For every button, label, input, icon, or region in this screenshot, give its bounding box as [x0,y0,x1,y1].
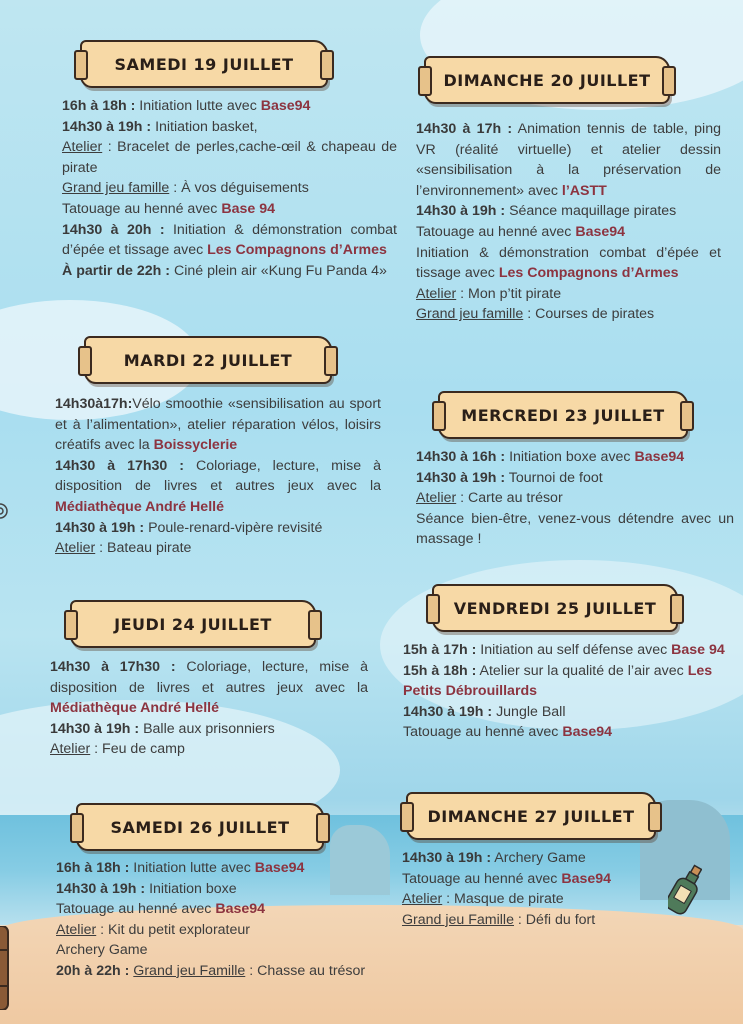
time-label: 15h à 18h : [403,662,477,679]
barrel-icon [0,926,10,1010]
day-title: MERCREDI 23 JUILLET [461,405,665,425]
time-label: 14h30 à 17h30 : [55,457,185,474]
day-title: SAMEDI 19 JUILLET [114,54,294,74]
atelier-label: Atelier [56,921,97,938]
organizer: Base94 [634,449,685,465]
atelier-label: Atelier [50,741,91,758]
day-title: DIMANCHE 27 JUILLET [427,806,635,826]
organizer: Les Petits Débrouillards [403,662,713,700]
organizer: Base 94 [671,642,725,658]
day-banner-vendredi-25 [432,584,678,632]
time-label: 14h30 à 19h : [416,203,506,220]
atelier-label: Atelier [55,540,96,557]
organizer: Base94 [254,860,305,876]
day-title: JEUDI 24 JUILLET [114,614,272,634]
grand-jeu-label: Grand jeu Famille [133,962,246,979]
day-banner-dimanche-27 [406,792,656,840]
day-banner-samedi-19 [80,40,328,88]
message-bottle-icon [668,862,702,918]
time-label: 14h30 à 20h : [62,221,165,238]
day-title: DIMANCHE 20 JUILLET [443,70,651,90]
organizer: Base94 [575,223,626,240]
organizer: l’ASTT [561,182,607,199]
day-banner-mardi-22 [84,336,332,384]
day-program-samedi-19: 16h à 18h : Initiation lutte avec Base94 14h30 à 19h : Initiation basket, Atelier : Bracelet de perles,cache-œil & chapeau de pirate Grand jeu famille : À vos déguisements Tatouage au henné avec Base 94 14h30 à 20h : Initiation & démonstration combat d’épée et tissage avec Les Compagnons d’Armes À partir de 22h : Ciné plein air «Kung Fu Panda 4» [62,98,397,279]
day-program-samedi-26: 16h à 18h : Initiation lutte avec Base94 14h30 à 19h : Initiation boxe Tatouage au henné avec Base94 Atelier : Kit du petit explorateur Archery Game 20h à 22h : Grand jeu Famille : Chasse au trésor [56,860,366,979]
day-title: MARDI 22 JUILLET [123,350,293,370]
atelier-label: Atelier [62,139,103,156]
time-label: 14h30à17h: [55,396,133,412]
organizer: Base 94 [221,200,275,217]
time-label: 20h à 22h : [56,962,130,979]
day-banner-mercredi-23 [438,391,688,439]
time-label: 16h à 18h : [56,860,130,876]
time-label: À partir de 22h : [62,262,171,279]
time-label: 15h à 17h : [403,642,477,658]
day-title: SAMEDI 26 JUILLET [110,817,290,837]
day-program-mercredi-23: 14h30 à 16h : Initiation boxe avec Base94 14h30 à 19h : Tournoi de foot Atelier : Carte au trésor Séance bien-être, venez-vous détendre avec un massage ! [416,449,734,548]
day-program-jeudi-24: 14h30 à 17h30 : Coloriage, lecture, mise à disposition de livres et autres jeux avec la Médiathèque André Hellé 14h30 à 19h : Balle aux prisonniers Atelier : Feu de camp [50,659,368,758]
organizer: Boissyclerie [153,437,238,454]
day-banner-jeudi-24 [70,600,316,648]
time-label: 14h30 à 16h : [416,449,506,465]
time-label: 14h30 à 17h30 : [50,659,176,675]
time-label: 16h à 18h : [62,98,136,114]
atelier-label: Atelier [416,285,457,302]
organizer: Base94 [260,98,311,114]
time-label: 14h30 à 19h : [416,469,506,486]
atelier-label: Atelier [402,891,443,908]
organizer: Les Compagnons d’Armes [207,242,387,259]
grand-jeu-label: Grand jeu famille [416,306,524,323]
target-icon [0,500,10,522]
day-program-mardi-22: 14h30à17h:Vélo smoothie «sensibilisation au sport et à l’alimentation», atelier réparation vélos, loisirs créatifs avec la Boissyclerie 14h30 à 17h30 : Coloriage, lecture, mise à disposition de livres et autres jeux avec la Médiathèque André Hellé 14h30 à 19h : Poule-renard-vipère revisité Atelier : Bateau pirate [55,396,381,557]
organizer: Base94 [561,870,612,887]
atelier-label: Atelier [416,490,457,507]
day-program-dimanche-20: 14h30 à 17h : Animation tennis de table, ping VR (réalité virtuelle) et atelier dessin «sensibilisation à la préservation de l’environnement» avec l’ASTT 14h30 à 19h : Séance maquillage pirates Tatouage au henné avec Base94 Initiation & démonstration combat d’épée et tissage avec Les Compagnons d’Armes Atelier : Mon p’tit pirate Grand jeu famille : Courses de pirates [416,121,721,323]
day-banner-samedi-26 [76,803,324,851]
grand-jeu-label: Grand jeu Famille [402,911,514,928]
grand-jeu-label: Grand jeu famille [62,180,170,197]
time-label: 14h30 à 19h : [55,519,145,536]
time-label: 14h30 à 19h : [403,703,493,720]
organizer: Base94 [562,724,613,741]
time-label: 14h30 à 19h : [56,880,146,897]
day-banner-dimanche-20 [424,56,670,104]
time-label: 14h30 à 19h : [402,850,492,866]
time-label: 14h30 à 17h : [416,121,513,137]
organizer: Base94 [215,901,266,918]
time-label: 14h30 à 19h : [62,118,152,135]
time-label: 14h30 à 19h : [50,720,140,737]
day-title: VENDREDI 25 JUILLET [453,598,657,618]
day-program-vendredi-25: 15h à 17h : Initiation au self défense avec Base 94 15h à 18h : Atelier sur la qualité de l’air avec Les Petits Débrouillards 14h30 à 19h : Jungle Ball Tatouage au henné avec Base94 [403,642,725,741]
organizer: Médiathèque André Hellé [50,700,219,717]
organizer: Les Compagnons d’Armes [498,265,679,282]
organizer: Médiathèque André Hellé [55,498,224,515]
day-program-dimanche-27: 14h30 à 19h : Archery Game Tatouage au henné avec Base94 Atelier : Masque de pirate Grand jeu Famille : Défi du fort [402,850,612,928]
